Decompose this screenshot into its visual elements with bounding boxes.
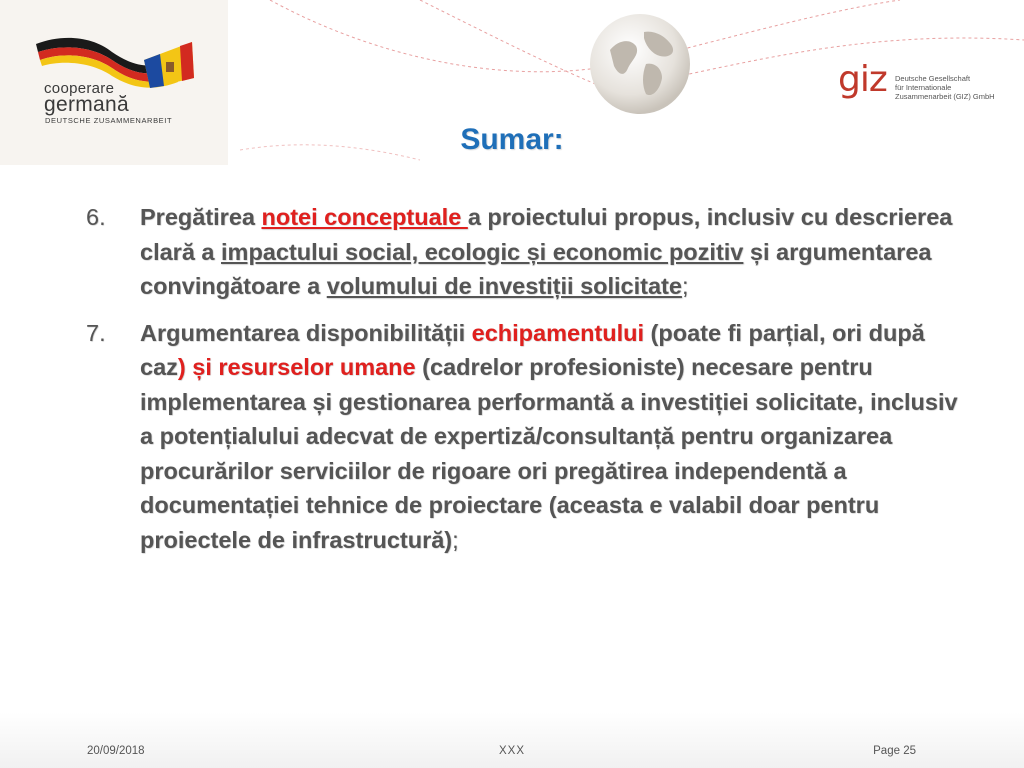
text-segment: Argumentarea disponibilității — [140, 319, 472, 346]
text-segment-highlight: notei conceptuale — [261, 204, 468, 230]
list-item-number: 6. — [86, 204, 106, 230]
list-item-text — [140, 320, 958, 553]
text-segment: (poate fi parțial, ori după caz — [140, 319, 925, 380]
logo-line-deutsche-zusammenarbeit: DEUTSCHE ZUSAMMENARBEIT — [45, 116, 173, 125]
text-segment: ; — [452, 526, 459, 553]
giz-tag-line: für Internationale — [895, 83, 952, 92]
globe-icon — [588, 12, 692, 116]
text-segment: Pregătirea — [140, 204, 262, 230]
slide-title: Sumar: — [460, 123, 564, 156]
logo-line-germana: germană — [44, 93, 129, 116]
footer-center: XXX — [498, 745, 525, 757]
footer-band — [0, 712, 1024, 768]
text-segment-highlight: echipamentului — [471, 319, 645, 346]
giz-logo-mark: giz — [838, 59, 887, 100]
text-segment: și argumentarea convingătoare a — [140, 238, 932, 299]
text-segment: a proiectului propus, inclusiv cu descrierea clară a — [140, 204, 953, 265]
numbered-list — [86, 200, 966, 569]
footer-date: 20/09/2018 — [87, 745, 145, 757]
list-item-6 — [86, 200, 966, 304]
list-item-7 — [86, 316, 966, 558]
logo-line-cooperare: cooperare — [44, 80, 115, 97]
text-segment-underlined: volumului de investiții solicitate — [326, 273, 682, 299]
footer-page-number: Page 25 — [873, 745, 916, 757]
giz-logo-tagline — [895, 74, 1024, 101]
text-segment-underlined: impactului social, ecologic și economic pozitiv — [221, 238, 744, 265]
text-segment: (cadrelor profesioniste) necesare pentru implementarea și gestionarea performantă a investiției solicitate, inclusiv a potențialului adecvat de expertiză/consultanță pentru organizarea procurărilor serviciilor de rigoare ori pregătirea independentă a documentației tehnice de proiectare (aceasta e valabil doar pentru proiectele de infrastructură) — [140, 354, 958, 553]
text-segment: ; — [681, 273, 689, 299]
text-segment-highlight: ) și resurselor umane — [177, 354, 416, 380]
giz-tag-line: Deutsche Gesellschaft — [895, 74, 971, 83]
list-item-number: 7. — [86, 319, 106, 346]
list-item-text — [140, 204, 952, 299]
giz-tag-line: Zusammenarbeit (GIZ) GmbH — [895, 92, 995, 101]
